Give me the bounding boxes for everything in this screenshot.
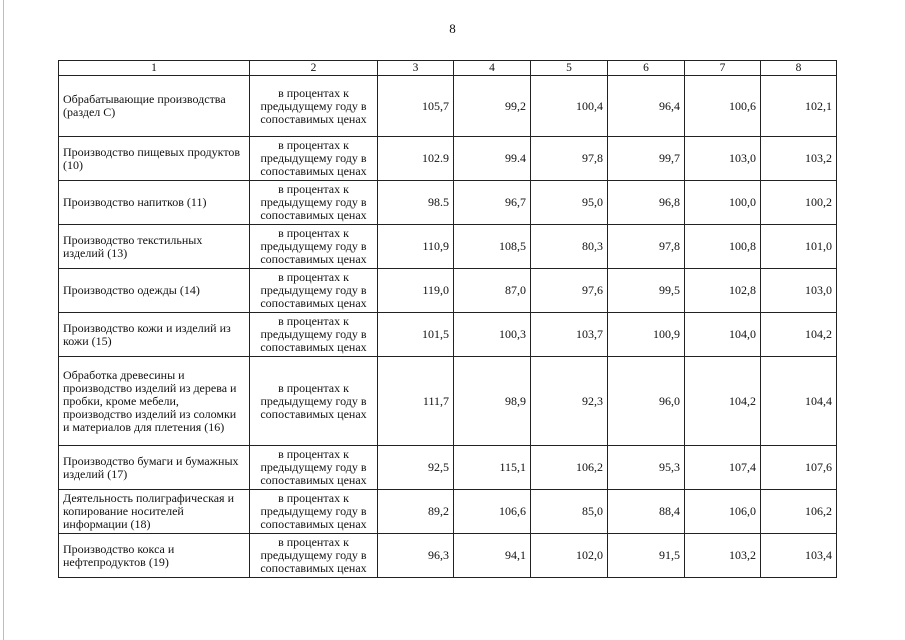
- table-row: [59, 137, 837, 181]
- value-cell: 104,2: [761, 313, 837, 357]
- column-number: 3: [378, 61, 454, 76]
- statistics-table: [58, 60, 837, 578]
- unit-cell: в процентах к предыдущему году в сопоставимых ценах: [250, 534, 378, 578]
- value-cell: 91,5: [608, 534, 685, 578]
- value-cell: 85,0: [531, 490, 608, 534]
- value-cell: 92,5: [378, 446, 454, 490]
- industry-name-cell: Производство кожи и изделий из кожи (15): [59, 313, 250, 357]
- value-cell: 97,8: [608, 225, 685, 269]
- industry-name-cell: Производство бумаги и бумажных изделий (17): [59, 446, 250, 490]
- unit-cell: в процентах к предыдущему году в сопоставимых ценах: [250, 76, 378, 137]
- value-cell: 99,2: [454, 76, 531, 137]
- value-cell: 100,8: [685, 225, 761, 269]
- column-number: 8: [761, 61, 837, 76]
- value-cell: 96,3: [378, 534, 454, 578]
- value-cell: 101,0: [761, 225, 837, 269]
- column-number: 6: [608, 61, 685, 76]
- value-cell: 103,0: [761, 269, 837, 313]
- page-number: 8: [449, 21, 456, 36]
- value-cell: 80,3: [531, 225, 608, 269]
- value-cell: 103,7: [531, 313, 608, 357]
- unit-cell: в процентах к предыдущему году в сопоставимых ценах: [250, 137, 378, 181]
- page-edge-line: [3, 0, 4, 640]
- value-cell: 104,2: [685, 357, 761, 446]
- value-cell: 98,9: [454, 357, 531, 446]
- value-cell: 100,4: [531, 76, 608, 137]
- table-row: [59, 181, 837, 225]
- unit-cell: в процентах к предыдущему году в сопоставимых ценах: [250, 313, 378, 357]
- value-cell: 102,8: [685, 269, 761, 313]
- value-cell: 99,7: [608, 137, 685, 181]
- unit-cell: в процентах к предыдущему году в сопоставимых ценах: [250, 225, 378, 269]
- value-cell: 106,2: [531, 446, 608, 490]
- value-cell: 107,6: [761, 446, 837, 490]
- value-cell: 103,2: [685, 534, 761, 578]
- value-cell: 103,2: [761, 137, 837, 181]
- value-cell: 95,0: [531, 181, 608, 225]
- industry-name-cell: Производство текстильных изделий (13): [59, 225, 250, 269]
- industry-name-cell: Деятельность полиграфическая и копирование носителей информации (18): [59, 490, 250, 534]
- value-cell: 102.9: [378, 137, 454, 181]
- value-cell: 106,6: [454, 490, 531, 534]
- value-cell: 100,9: [608, 313, 685, 357]
- column-number-row: [59, 61, 837, 76]
- table-row: [59, 269, 837, 313]
- value-cell: 100,0: [685, 181, 761, 225]
- value-cell: 97,8: [531, 137, 608, 181]
- value-cell: 100,3: [454, 313, 531, 357]
- value-cell: 99,5: [608, 269, 685, 313]
- value-cell: 102,1: [761, 76, 837, 137]
- value-cell: 103,0: [685, 137, 761, 181]
- value-cell: 99.4: [454, 137, 531, 181]
- column-number: 5: [531, 61, 608, 76]
- value-cell: 119,0: [378, 269, 454, 313]
- table-row: [59, 490, 837, 534]
- value-cell: 104,0: [685, 313, 761, 357]
- value-cell: 100,2: [761, 181, 837, 225]
- unit-cell: в процентах к предыдущему году в сопоставимых ценах: [250, 490, 378, 534]
- value-cell: 96,0: [608, 357, 685, 446]
- value-cell: 102,0: [531, 534, 608, 578]
- value-cell: 106,0: [685, 490, 761, 534]
- value-cell: 87,0: [454, 269, 531, 313]
- column-number: 4: [454, 61, 531, 76]
- value-cell: 89,2: [378, 490, 454, 534]
- value-cell: 111,7: [378, 357, 454, 446]
- industry-name-cell: Обрабатывающие производства (раздел С): [59, 76, 250, 137]
- value-cell: 97,6: [531, 269, 608, 313]
- value-cell: 96,4: [608, 76, 685, 137]
- value-cell: 101,5: [378, 313, 454, 357]
- table-row: [59, 357, 837, 446]
- industry-name-cell: Производство пищевых продуктов (10): [59, 137, 250, 181]
- value-cell: 96,8: [608, 181, 685, 225]
- value-cell: 106,2: [761, 490, 837, 534]
- value-cell: 105,7: [378, 76, 454, 137]
- value-cell: 107,4: [685, 446, 761, 490]
- value-cell: 110,9: [378, 225, 454, 269]
- value-cell: 95,3: [608, 446, 685, 490]
- value-cell: 103,4: [761, 534, 837, 578]
- unit-cell: в процентах к предыдущему году в сопоставимых ценах: [250, 269, 378, 313]
- industry-name-cell: Производство кокса и нефтепродуктов (19): [59, 534, 250, 578]
- value-cell: 100,6: [685, 76, 761, 137]
- value-cell: 98.5: [378, 181, 454, 225]
- value-cell: 88,4: [608, 490, 685, 534]
- table-row: [59, 313, 837, 357]
- value-cell: 92,3: [531, 357, 608, 446]
- column-number: 7: [685, 61, 761, 76]
- value-cell: 115,1: [454, 446, 531, 490]
- value-cell: 94,1: [454, 534, 531, 578]
- value-cell: 96,7: [454, 181, 531, 225]
- unit-cell: в процентах к предыдущему году в сопоставимых ценах: [250, 446, 378, 490]
- unit-cell: в процентах к предыдущему году в сопоставимых ценах: [250, 181, 378, 225]
- industry-name-cell: Производство напитков (11): [59, 181, 250, 225]
- unit-cell: в процентах к предыдущему году в сопоставимых ценах: [250, 357, 378, 446]
- table-row: [59, 76, 837, 137]
- table-row: [59, 446, 837, 490]
- column-number: 2: [250, 61, 378, 76]
- value-cell: 108,5: [454, 225, 531, 269]
- table-row: [59, 534, 837, 578]
- value-cell: 104,4: [761, 357, 837, 446]
- industry-name-cell: Производство одежды (14): [59, 269, 250, 313]
- table-row: [59, 225, 837, 269]
- industry-name-cell: Обработка древесины и производство изделий из дерева и пробки, кроме мебели, производство изделий из соломки и материалов для плетения (16): [59, 357, 250, 446]
- column-number: 1: [59, 61, 250, 76]
